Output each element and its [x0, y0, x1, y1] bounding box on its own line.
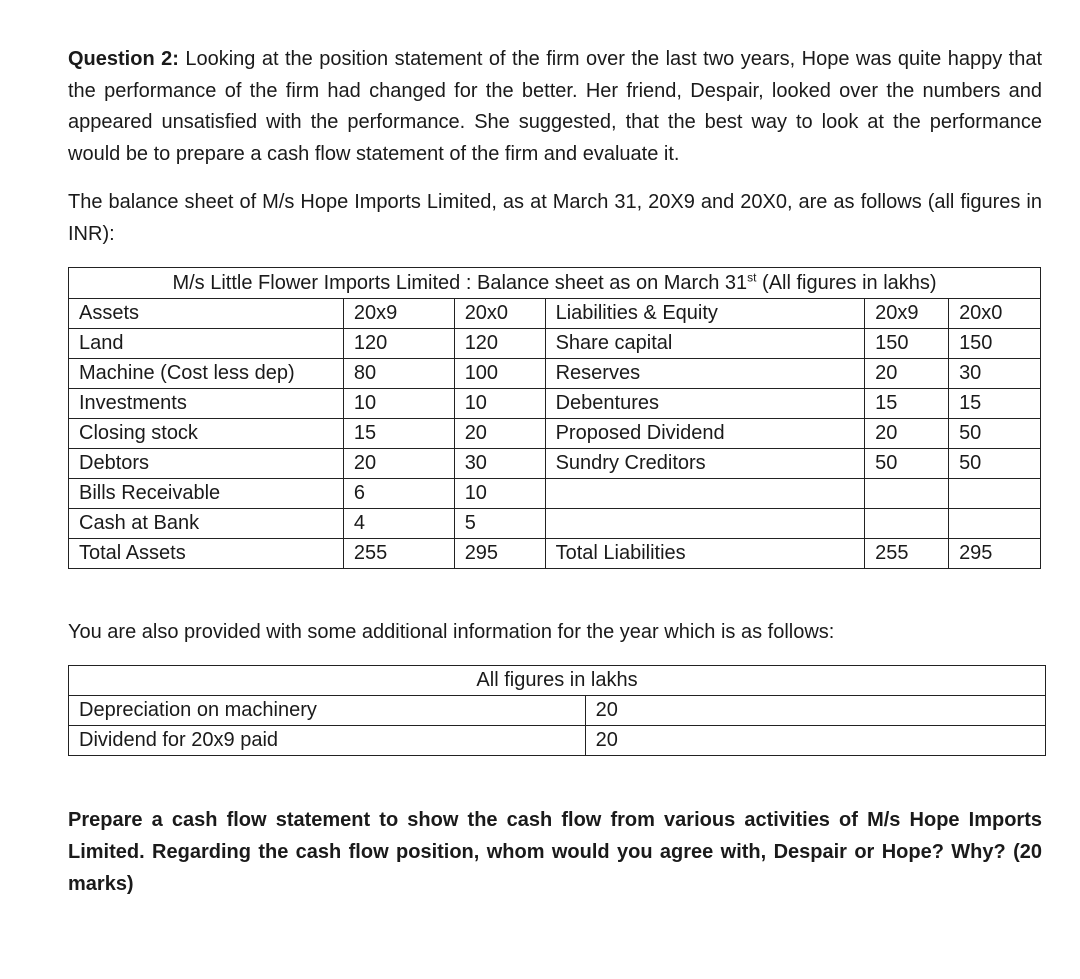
intro-paragraph: The balance sheet of M/s Hope Imports Limited, as at March 31, 20X9 and 20X0, are as follows (all figures in INR):: [68, 191, 1042, 245]
balance-sheet-header-row: [69, 299, 1041, 329]
cell: [865, 509, 949, 539]
cell: Land: [69, 329, 344, 359]
cell: 150: [865, 329, 949, 359]
cell: 50: [949, 449, 1041, 479]
balance-sheet-caption: M/s Little Flower Imports Limited : Balance sheet as on March 31st (All figures in lakhs): [69, 268, 1041, 299]
cell: Investments: [69, 389, 344, 419]
table-row: [69, 419, 1041, 449]
question-paragraph: [68, 44, 1042, 170]
cell: 295: [949, 539, 1041, 569]
cell: 15: [949, 389, 1041, 419]
table-row: [69, 479, 1041, 509]
cell: 100: [454, 359, 545, 389]
cell: Machine (Cost less dep): [69, 359, 344, 389]
cell: 20: [865, 359, 949, 389]
cell: 20: [865, 419, 949, 449]
cell: Debtors: [69, 449, 344, 479]
cell: Closing stock: [69, 419, 344, 449]
cell: Total Assets: [69, 539, 344, 569]
additional-info-table: [68, 665, 1046, 756]
balance-sheet-table: [68, 267, 1041, 569]
cell: 20: [585, 696, 1045, 726]
cell: 6: [343, 479, 454, 509]
cell: Sundry Creditors: [545, 449, 865, 479]
cell: Debentures: [545, 389, 865, 419]
task-paragraph: Prepare a cash flow statement to show the cash flow from various activities of M/s Hope Imports Limited. Regarding the cash flow position, whom would you agree with, Despair or Hope? Why? (20 marks): [68, 809, 1042, 895]
cell: 15: [865, 389, 949, 419]
header-cell: 20x0: [949, 299, 1041, 329]
additional-info-header-row: [69, 666, 1046, 696]
table-row: [69, 509, 1041, 539]
cell: 15: [343, 419, 454, 449]
cell: 20: [585, 726, 1045, 756]
cell: Cash at Bank: [69, 509, 344, 539]
cell: 5: [454, 509, 545, 539]
cell: 295: [454, 539, 545, 569]
cell: 20: [454, 419, 545, 449]
question-label: Question 2:: [68, 48, 179, 70]
cell: [545, 479, 865, 509]
header-cell: 20x9: [343, 299, 454, 329]
table-row: [69, 449, 1041, 479]
question-text: Looking at the position statement of the firm over the last two years, Hope was quite happy that the performance of the firm had changed for the better. Her friend, Despair, looked over the numbers and appeared unsatisfied with the performance. She suggested, that the best way to look at the performance would be to prepare a cash flow statement of the firm and evaluate it.: [68, 48, 1043, 165]
header-cell: 20x0: [454, 299, 545, 329]
cell: Depreciation on machinery: [69, 696, 586, 726]
cell: 30: [454, 449, 545, 479]
cell: 255: [343, 539, 454, 569]
cell: 50: [949, 419, 1041, 449]
additional-info-header: All figures in lakhs: [69, 666, 1046, 696]
cell: 10: [343, 389, 454, 419]
header-cell: 20x9: [865, 299, 949, 329]
cell: 10: [454, 479, 545, 509]
cell: 80: [343, 359, 454, 389]
cell: [865, 479, 949, 509]
cell: 120: [454, 329, 545, 359]
cell: [949, 479, 1041, 509]
table-row: [69, 726, 1046, 756]
cell: 30: [949, 359, 1041, 389]
cell: 4: [343, 509, 454, 539]
cell: [545, 509, 865, 539]
header-cell: Assets: [69, 299, 344, 329]
cell: [949, 509, 1041, 539]
cell: Reserves: [545, 359, 865, 389]
cell: Proposed Dividend: [545, 419, 865, 449]
totals-row: [69, 539, 1041, 569]
cell: Dividend for 20x9 paid: [69, 726, 586, 756]
table-row: [69, 696, 1046, 726]
cell: 255: [865, 539, 949, 569]
table-row: [69, 359, 1041, 389]
cell: Bills Receivable: [69, 479, 344, 509]
table-row: [69, 329, 1041, 359]
additional-info-paragraph: You are also provided with some additional information for the year which is as follows:: [68, 621, 835, 643]
cell: 120: [343, 329, 454, 359]
cell: 20: [343, 449, 454, 479]
cell: 50: [865, 449, 949, 479]
cell: 10: [454, 389, 545, 419]
header-cell: Liabilities & Equity: [545, 299, 865, 329]
table-row: [69, 389, 1041, 419]
cell: Share capital: [545, 329, 865, 359]
cell: Total Liabilities: [545, 539, 865, 569]
balance-sheet-caption-row: [69, 268, 1041, 299]
cell: 150: [949, 329, 1041, 359]
